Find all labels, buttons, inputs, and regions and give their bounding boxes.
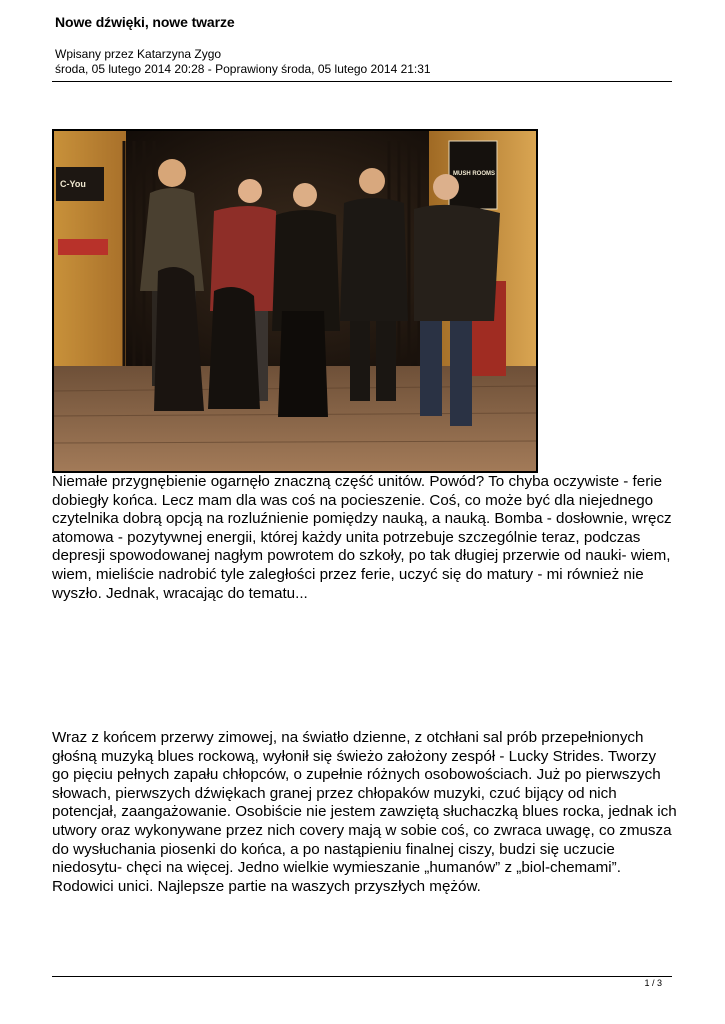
photo-sign-left: C-You (60, 179, 86, 189)
header-divider (52, 81, 672, 82)
photo-sign-right: MUSH ROOMS (453, 171, 495, 177)
paragraph-band: Wraz z końcem przerwy zimowej, na światło dzienne, z otchłani sal prób przepełnionych głośną muzyką blues rockową, wyłonił się świeżo założony zespół - Lucky Strides. Tworzy go pięciu pełnych zapału chłopców, o zupełnie różnych osobowościach. Już po pierwszych słowach, pierwszych dźwiękach granej przez chłopaków muzyki, czuć bijący od nich potencjał, zaangażowanie. Osobiście nie jestem zawziętą słuchaczką blues rocka, jednak ich utwory oraz wykonywane przez nich covery mają w sobie coś, co zwraca uwagę, co zmusza do wysłuchania piosenki do końca, a po nastąpieniu finalnej ciszy, budzi się uczucie niedosytu- chęci na więcej. Jedno wielkie wymieszanie „humanów” z „biol-chemami”. Rodowici unici. Najlepsze partie na waszych przyszłych mężów. (52, 729, 677, 895)
article-title: Nowe dźwięki, nowe twarze (55, 14, 235, 30)
footer-divider (52, 976, 672, 977)
date-line: środa, 05 lutego 2014 20:28 - Poprawiony środa, 05 lutego 2014 21:31 (55, 62, 431, 76)
page-number: 1 / 3 (644, 978, 662, 988)
paragraph-intro: Niemałe przygnębienie ogarnęło znaczną część unitów. Powód? To chyba oczywiste - ferie dobiegły końca. Lecz mam dla was coś na pocieszenie. Coś, co może być dla niejednego czytelnika dobrą opcją na rozluźnienie pomiędzy nauką, a nauką. Bomba - dosłownie, wręcz atomowa - pozytywnej energii, której każdy unita potrzebuje szczególnie teraz, podczas depresji spowodowanej nagłym powrotem do szkoły, po tak długiej przerwie od nauki- wiem, wiem, mieliście nadrobić tyle zaległości przez ferie, uczyć się do matury - mi również nie wyszło. Jednak, wracając do tematu... (52, 473, 672, 602)
band-photo (52, 129, 538, 473)
author-line: Wpisany przez Katarzyna Zygo (55, 47, 222, 61)
